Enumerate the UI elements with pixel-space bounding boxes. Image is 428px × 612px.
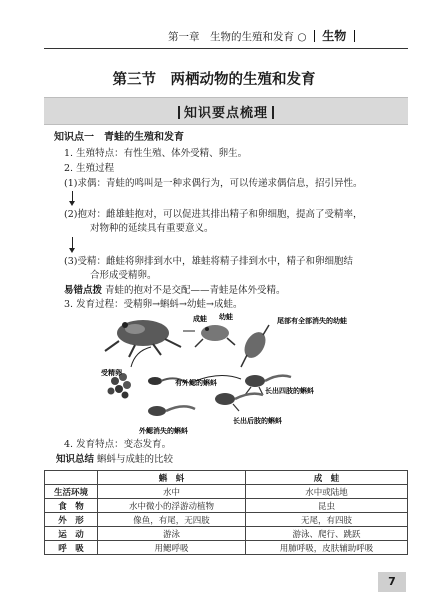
item-1: 1. 生殖特点：有性生殖、体外受精、卵生。 bbox=[64, 148, 248, 159]
circle-mark: ○ bbox=[297, 31, 307, 43]
error-tip bbox=[64, 284, 286, 298]
table-cell: 像鱼，有尾，无四肢 bbox=[98, 513, 246, 527]
label-adult: 成蛙 bbox=[193, 315, 207, 323]
tadpole-gills-gone-illustration bbox=[148, 406, 195, 416]
adult-frog-illustration bbox=[105, 320, 181, 357]
label-hind-limbs: 长出后肢的蝌蚪 bbox=[233, 417, 282, 425]
table-row-label: 食 物 bbox=[45, 499, 98, 513]
table-header-cell: 蝌 蚪 bbox=[98, 471, 246, 485]
table-cell: 水中 bbox=[98, 485, 246, 499]
froglet-illustration bbox=[240, 325, 270, 367]
flow-arrow-2-head bbox=[69, 248, 75, 253]
page-number: 7 bbox=[378, 572, 406, 592]
label-egg: 受精卵 bbox=[101, 369, 122, 377]
tadpole-hind-limbs-illustration bbox=[215, 393, 263, 411]
item-4: 4. 发育特点：变态发育。 bbox=[64, 439, 172, 450]
table-cell: 无尾，有四肢 bbox=[246, 513, 408, 527]
banner-bar-right bbox=[272, 106, 274, 119]
table-row bbox=[45, 541, 408, 555]
label-four-limbs: 长出四肢的蝌蚪 bbox=[265, 387, 314, 395]
table-row-label: 呼 吸 bbox=[45, 541, 98, 555]
step-3-line-1: (3)受精：雌蛙将卵排到水中，雄蛙将精子排到水中，精子和卵细胞结 bbox=[64, 256, 353, 267]
header-separator bbox=[314, 30, 315, 42]
table-cell: 用肺呼吸，皮肤辅助呼吸 bbox=[246, 541, 408, 555]
header-rule bbox=[44, 48, 408, 49]
chapter-label: 第一章 生物的生殖和发育 bbox=[168, 31, 294, 43]
frog-life-cycle-figure bbox=[95, 311, 347, 436]
summary-label: 知识总结 bbox=[56, 454, 95, 465]
table-cell: 昆虫 bbox=[246, 499, 408, 513]
cycle-arrow-1 bbox=[131, 347, 151, 367]
subject-label: 生物 bbox=[322, 29, 347, 43]
table-row-label: 运 动 bbox=[45, 527, 98, 541]
table-header-cell: 成 蛙 bbox=[246, 471, 408, 485]
tip-text: 青蛙的抱对不是交配——青蛙是体外受精。 bbox=[105, 285, 286, 296]
banner-bar-left bbox=[178, 106, 180, 119]
banner-text bbox=[44, 102, 408, 121]
summary-text: 蝌蚪与成蛙的比较 bbox=[97, 454, 174, 465]
banner-label: 知识要点梳理 bbox=[183, 106, 268, 121]
young-frog-illustration bbox=[195, 325, 235, 347]
item-2: 2. 生殖过程 bbox=[64, 163, 115, 174]
table-header-cell bbox=[45, 471, 98, 485]
label-tail-absorbed: 尾部有全部消失的幼蛙 bbox=[277, 317, 347, 325]
label-external-gills: 有外鳃的蝌蚪 bbox=[175, 379, 217, 387]
label-young: 幼蛙 bbox=[219, 313, 233, 321]
table-cell: 游泳 bbox=[98, 527, 246, 541]
knowledge-banner bbox=[44, 97, 408, 125]
comparison-table bbox=[44, 470, 408, 555]
item-3: 3. 发育过程：受精卵→蝌蚪→幼蛙→成蛙。 bbox=[64, 299, 243, 310]
table-row bbox=[45, 513, 408, 527]
kp1-title: 知识点一 青蛙的生殖和发育 bbox=[54, 132, 184, 143]
table-row bbox=[45, 499, 408, 513]
label-gills-gone: 外鳃消失的蝌蚪 bbox=[139, 427, 188, 435]
table-row-label: 生活环境 bbox=[45, 485, 98, 499]
table-cell: 水中微小的浮游动植物 bbox=[98, 499, 246, 513]
step-3-line-2: 合形成受精卵。 bbox=[90, 270, 157, 281]
running-header bbox=[168, 27, 408, 44]
table-cell: 水中或陆地 bbox=[246, 485, 408, 499]
table-row bbox=[45, 485, 408, 499]
table-row bbox=[45, 527, 408, 541]
table-cell: 用鳃呼吸 bbox=[98, 541, 246, 555]
tip-label: 易错点拨 bbox=[64, 285, 103, 296]
table-header-row bbox=[45, 471, 408, 485]
header-separator-end bbox=[354, 30, 355, 42]
step-1: (1)求偶：青蛙的鸣叫是一种求偶行为，可以传递求偶信息，招引异性。 bbox=[64, 178, 363, 189]
step-2-line-2: 对物种的延续具有重要意义。 bbox=[90, 223, 214, 234]
flow-arrow-1-head bbox=[69, 201, 75, 206]
table-row-label: 外 形 bbox=[45, 513, 98, 527]
summary-line bbox=[56, 453, 173, 467]
step-2-line-1: (2)抱对：雌雄蛙抱对，可以促进其排出精子和卵细胞，提高了受精率， bbox=[64, 209, 363, 220]
table-cell: 游泳、爬行、跳跃 bbox=[246, 527, 408, 541]
section-title: 第三节 两栖动物的生殖和发育 bbox=[112, 72, 316, 88]
